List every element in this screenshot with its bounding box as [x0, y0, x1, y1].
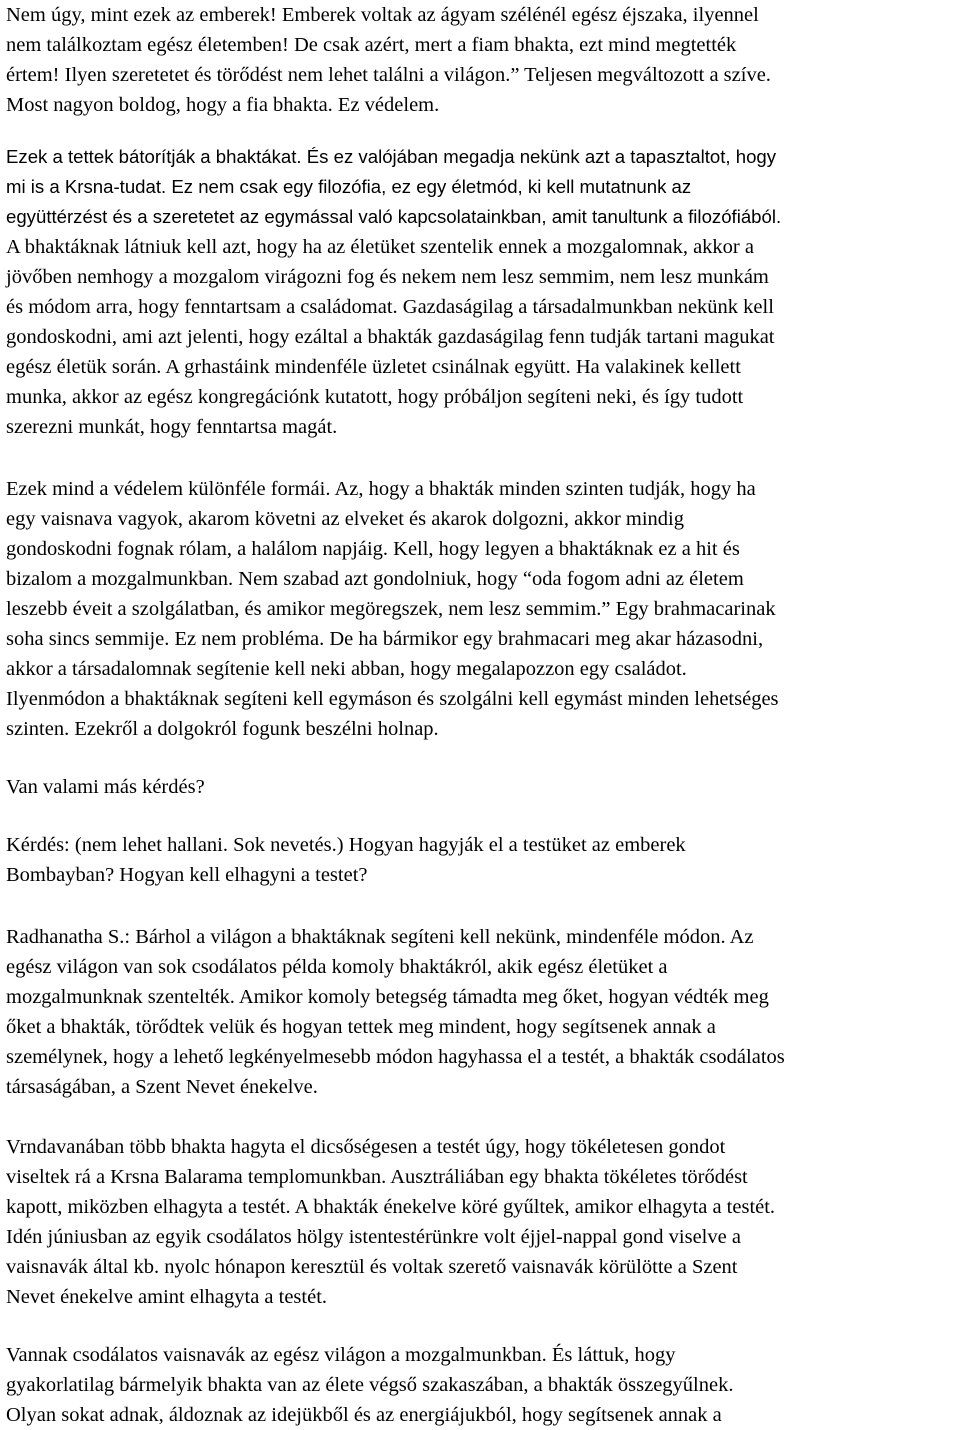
- text-segment: vaisnavák által kb. nyolc hónapon keresztül és voltak szerető vaisnavák körülötte a Szent: [6, 1256, 738, 1278]
- text-segment: A bhaktáknak látniuk kell azt, hogy ha az életüket szentelik ennek a mozgalomnak, akkor a: [6, 236, 754, 258]
- text-line: [6, 352, 741, 382]
- text-line: [6, 830, 686, 860]
- text-line: [6, 1400, 722, 1430]
- text-segment: akkor a társadalomnak segítenie kell neki abban, hogy megalapozzon egy családot.: [6, 658, 687, 680]
- text-segment: őket a bhakták, törődtek velük és hogyan tettek meg mindent, hogy segítsenek annak a: [6, 1016, 716, 1038]
- text-line: [6, 1042, 785, 1072]
- text-segment: Vrndavanában több bhakta hagyta el dicsőségesen a testét úgy, hogy tökéletesen gondot: [6, 1136, 726, 1158]
- text-line: [6, 0, 759, 30]
- text-line: [6, 322, 775, 352]
- text-segment: munka, akkor az egész kongregációnk kutatott, hogy próbáljon segíteni neki, és így tudott: [6, 386, 744, 408]
- text-segment: Van valami más kérdés?: [6, 776, 205, 798]
- text-line: [6, 142, 776, 172]
- text-line: [6, 624, 763, 654]
- text-line: [6, 292, 774, 322]
- text-segment: együttérzést és a szeretetet az egymással való kapcsolatainkban, amit tanultunk a filozófiából.: [6, 206, 782, 227]
- text-segment: egész világon van sok csodálatos példa komoly bhaktákról, akik egész életüket a: [6, 956, 668, 978]
- text-segment: mozgalmunknak szentelték. Amikor komoly betegség támadta meg őket, hogyan védték meg: [6, 986, 769, 1008]
- text-segment: értem! Ilyen szeretetet és törődést nem lehet találni a világon.” Teljesen megváltozott a szíve.: [6, 64, 771, 86]
- text-segment: jövőben nemhogy a mozgalom virágozni fog és nekem nem lesz semmim, nem lesz munkám: [6, 266, 769, 288]
- text-line: [6, 772, 205, 802]
- text-segment: soha sincs semmije. Ez nem probléma. De ha bármikor egy brahmacari meg akar házasodni,: [6, 628, 764, 650]
- text-line: [6, 382, 743, 412]
- text-line: [6, 1072, 318, 1102]
- text-line: [6, 1252, 738, 1282]
- text-segment: Ezek a tettek bátorítják a bhaktákat. És ez valójában megadja nekünk azt a tapasztaltot, hogy: [6, 146, 777, 167]
- text-line: [6, 534, 740, 564]
- text-segment: Idén júniusban az egyik csodálatos hölgy istentestérünkre volt éjjel-nappal gond viselve a: [6, 1226, 741, 1248]
- text-line: [6, 1192, 775, 1222]
- text-line: [6, 1370, 733, 1400]
- text-segment: szerezni munkát, hogy fenntartsa magát.: [6, 416, 338, 438]
- text-segment: gondoskodni, ami azt jelenti, hogy ezáltal a bhakták gazdaságilag fenn tudják tartani magukat: [6, 326, 775, 348]
- text-segment: szinten. Ezekről a dolgokról fogunk beszélni holnap.: [6, 718, 439, 740]
- text-line: [6, 202, 781, 232]
- text-segment: Vannak csodálatos vaisnavák az egész világon a mozgalmunkban. És láttuk, hogy: [6, 1344, 676, 1366]
- text-line: [6, 714, 439, 744]
- text-line: [6, 504, 684, 534]
- text-segment: gondoskodni fognak rólam, a halálom napjáig. Kell, hogy legyen a bhaktáknak ez a hit és: [6, 538, 740, 560]
- text-line: [6, 684, 779, 714]
- text-line: [6, 262, 769, 292]
- text-segment: társaságában, a Szent Nevet énekelve.: [6, 1076, 318, 1098]
- text-segment: nem találkoztam egész életemben! De csak azért, mert a fiam bhakta, ezt mind megtették: [6, 34, 737, 56]
- text-segment: Bombayban? Hogyan kell elhagyni a testet?: [6, 864, 368, 886]
- text-line: [6, 564, 744, 594]
- text-line: [6, 1132, 725, 1162]
- text-line: [6, 952, 668, 982]
- text-segment: Ez nem csak egy filozófia, ez egy életmód, ki kell mutatnunk az: [171, 176, 692, 197]
- text-line: [6, 30, 736, 60]
- text-segment: Ilyenmódon a bhaktáknak segíteni kell egymáson és szolgálni kell egymást minden lehetséges: [6, 688, 779, 710]
- text-segment: Most nagyon boldog, hogy a fia bhakta. Ez védelem.: [6, 94, 440, 116]
- text-segment: leszebb éveit a szolgálatban, és amikor megöregszek, nem lesz semmim.” Egy brahmacarinak: [6, 598, 776, 620]
- text-segment: Ezek mind a védelem különféle formái. Az, hogy a bhakták minden szinten tudják, hogy ha: [6, 478, 756, 500]
- text-segment: Nevet énekelve amint elhagyta a testét.: [6, 1286, 328, 1308]
- text-segment: viseltek rá a Krsna Balarama templomunkban. Ausztráliában egy bhakta tökéletes törődést: [6, 1166, 748, 1188]
- text-segment: bizalom a mozgalmunkban. Nem szabad azt gondolniuk, hogy “oda fogom adni az életem: [6, 568, 744, 590]
- text-segment: egy vaisnava vagyok, akarom követni az elveket és akarok dolgozni, akkor mindig: [6, 508, 684, 530]
- text-line: [6, 922, 754, 952]
- text-line: [6, 860, 367, 890]
- text-line: [6, 1162, 748, 1192]
- text-segment: és módom arra, hogy fenntartsam a családomat. Gazdaságilag a társadalmunkban nekünk kell: [6, 296, 774, 318]
- text-line: [6, 90, 439, 120]
- text-line: [6, 60, 771, 90]
- text-line: [6, 594, 776, 624]
- text-line: [6, 1282, 327, 1312]
- text-segment: Kérdés: (nem lehet hallani. Sok nevetés.) Hogyan hagyják el a testüket az emberek: [6, 834, 686, 856]
- text-segment: személynek, hogy a lehető legkényelmesebb módon hagyhassa el a testét, a bhakták csodálatos: [6, 1046, 785, 1068]
- text-segment: egész életük során. A grhastáink mindenféle üzletet csinálnak együtt. Ha valakinek kellett: [6, 356, 741, 378]
- text-line: [6, 654, 687, 684]
- text-segment: Olyan sokat adnak, áldoznak az idejükből és az energiájukból, hogy segítsenek annak a: [6, 1404, 722, 1426]
- text-line: [6, 1340, 675, 1370]
- text-line: [6, 412, 337, 442]
- text-line: [6, 474, 756, 504]
- text-line: [6, 232, 754, 262]
- text-segment: gyakorlatilag bármelyik bhakta van az élete végső szakaszában, a bhakták összegyűlnek.: [6, 1374, 734, 1396]
- text-segment: Nem úgy, mint ezek az emberek! Emberek voltak az ágyam szélénél egész éjszaka, ilyennel: [6, 4, 759, 26]
- text-line: [6, 1012, 716, 1042]
- text-line: [6, 172, 691, 202]
- text-segment: Radhanatha S.: Bárhol a világon a bhaktáknak segíteni kell nekünk, mindenféle módon. Az: [6, 926, 754, 948]
- text-segment: kapott, miközben elhagyta a testét. A bhakták énekelve köré gyűltek, amikor elhagyta a testét.: [6, 1196, 776, 1218]
- text-segment: mi is a Krsna-tudat.: [6, 176, 172, 197]
- text-line: [6, 1222, 741, 1252]
- text-line: [6, 982, 769, 1012]
